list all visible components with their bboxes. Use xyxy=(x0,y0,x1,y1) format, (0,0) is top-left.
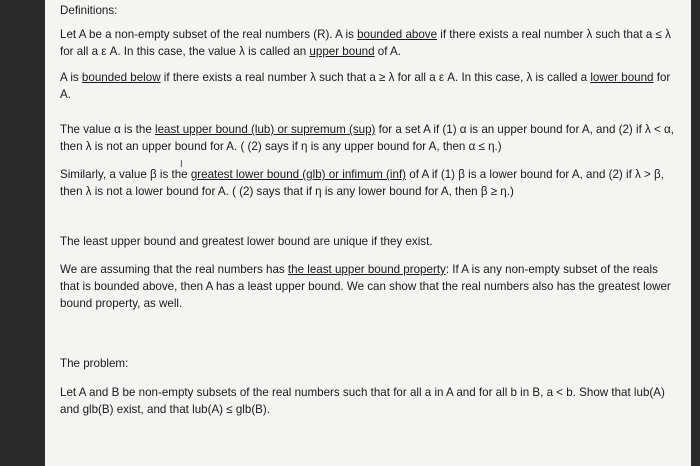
text-run: : If A is any non-empty subset of the reals that is bounded above, then A has a least upper bound. We can show that the real numbers also has the greatest lower bound property, as well. xyxy=(60,263,671,310)
uniqueness-statement: The least upper bound and greatest lower bound are unique if they exist. xyxy=(60,235,433,248)
supremum-definition xyxy=(60,121,680,155)
lub-property-statement xyxy=(60,261,680,312)
term-bounded-below: bounded below xyxy=(81,71,161,84)
term-lub-property: the least upper bound property xyxy=(287,263,446,276)
text-cursor-icon: I xyxy=(180,159,183,170)
text-run: We are assuming that the real numbers has xyxy=(60,263,288,276)
text-run: of A. xyxy=(374,45,401,58)
term-bounded-above: bounded above xyxy=(357,28,438,41)
text-run: Let A be a non-empty subset of the real numbers (R). A is xyxy=(60,28,358,41)
text-run: of A if (1) β is a lower bound for A, and (2) if λ > β, then λ is not a lower bound for A. ( (2) says that if η is any lower bound for A, then β ≥ η.) xyxy=(60,168,664,198)
term-lower-bound: lower bound xyxy=(590,71,654,84)
term-least-upper-bound: least upper bound (lub) or supremum (sup) xyxy=(155,123,376,136)
definitions-heading: Definitions: xyxy=(60,4,118,17)
term-upper-bound: upper bound xyxy=(309,45,375,58)
bounded-below-definition xyxy=(60,69,680,103)
problem-text: Let A and B be non-empty subsets of the real numbers such that for all a in A and for all b in B, a < b. Show that lub(A) and glb(B) exist, and that lub(A) ≤ glb(B). xyxy=(60,386,665,416)
term-greatest-lower-bound: greatest lower bound (glb) or infimum (inf) xyxy=(190,168,407,181)
text-run: if there exists a real number λ such that a ≤ λ for all a ε A. In this case, the value λ is called an xyxy=(60,28,671,58)
bounded-above-definition xyxy=(60,26,680,60)
text-run: A is xyxy=(60,71,82,84)
text-run: if there exists a real number λ such that a ≥ λ for all a ε A. In this case, λ is called a xyxy=(160,71,591,84)
text-run: Similarly, a value β is the xyxy=(60,168,191,181)
document-page xyxy=(45,0,691,466)
infimum-definition xyxy=(60,166,680,200)
text-run: for A. xyxy=(60,71,671,101)
text-run: for a set A if (1) α is an upper bound for A, and (2) if λ < α, then λ is not an upper bound for A. ( (2) says if η is any upper bound for A, then α ≤ η.) xyxy=(60,123,674,153)
text-run: The value α is the xyxy=(60,123,155,136)
problem-heading: The problem: xyxy=(60,357,129,370)
